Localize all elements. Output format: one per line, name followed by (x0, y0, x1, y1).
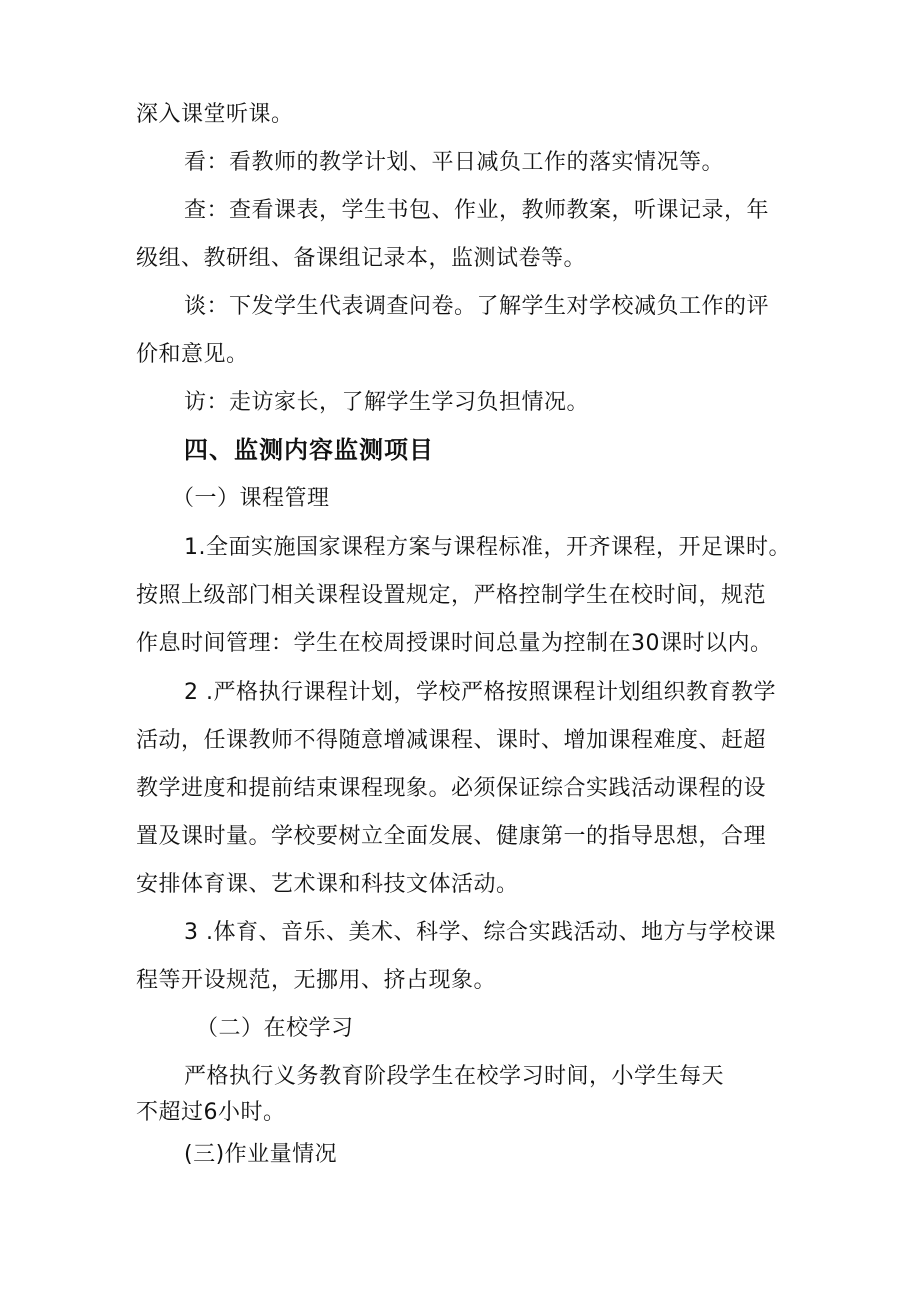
paragraph-line: 谈：下发学生代表调查问卷。了解学生对学校减负工作的评 (184, 294, 770, 319)
paragraph-line: 程等开设规范，无挪用、挤占现象。 (136, 968, 497, 993)
paragraph-line: 活动，任课教师不得随意增减课程、课时、增加课程难度、赶超 (136, 728, 767, 753)
paragraph-line: 价和意见。 (136, 342, 249, 367)
paragraph-line: 置及课时量。学校要树立全面发展、健康第一的指导思想，合理 (136, 824, 767, 849)
paragraph-line: 查：查看课表，学生书包、作业，教师教案，听课记录，年 (184, 198, 770, 223)
paragraph-line: 严格执行义务教育阶段学生在校学习时间，小学生每天 (184, 1064, 725, 1089)
subsection-heading: (三)作业量情况 (184, 1142, 338, 1167)
section-heading: 四、监测内容监测项目 (184, 436, 434, 464)
paragraph-line: 不超过6小时。 (136, 1100, 286, 1125)
paragraph-line: 深入课堂听课。 (136, 102, 294, 127)
paragraph-line: 2 .严格执行课程计划，学校严格按照课程计划组织教育教学 (184, 680, 776, 705)
paragraph-line: 安排体育课、艺术课和科技文体活动。 (136, 872, 519, 897)
paragraph-line: 看：看教师的教学计划、平日减负工作的落实情况等。 (184, 150, 725, 175)
paragraph-line: 级组、教研组、备课组记录本，监测试卷等。 (136, 246, 587, 271)
paragraph-line: 1.全面实施国家课程方案与课程标准，开齐课程，开足课时。 (184, 535, 791, 560)
paragraph-line: 按照上级部门相关课程设置规定，严格控制学生在校时间，规范 (136, 583, 767, 608)
paragraph-line: 教学进度和提前结束课程现象。必须保证综合实践活动课程的设 (136, 776, 767, 801)
paragraph-line: 访：走访家长，了解学生学习负担情况。 (184, 390, 590, 415)
subsection-heading: （一）课程管理 (172, 486, 330, 511)
subsection-heading: （二）在校学习 (196, 1016, 354, 1041)
paragraph-line: 3 .体育、音乐、美术、科学、综合实践活动、地方与学校课 (184, 920, 776, 945)
paragraph-line: 作息时间管理：学生在校周授课时间总量为控制在30课时以内。 (136, 631, 773, 656)
